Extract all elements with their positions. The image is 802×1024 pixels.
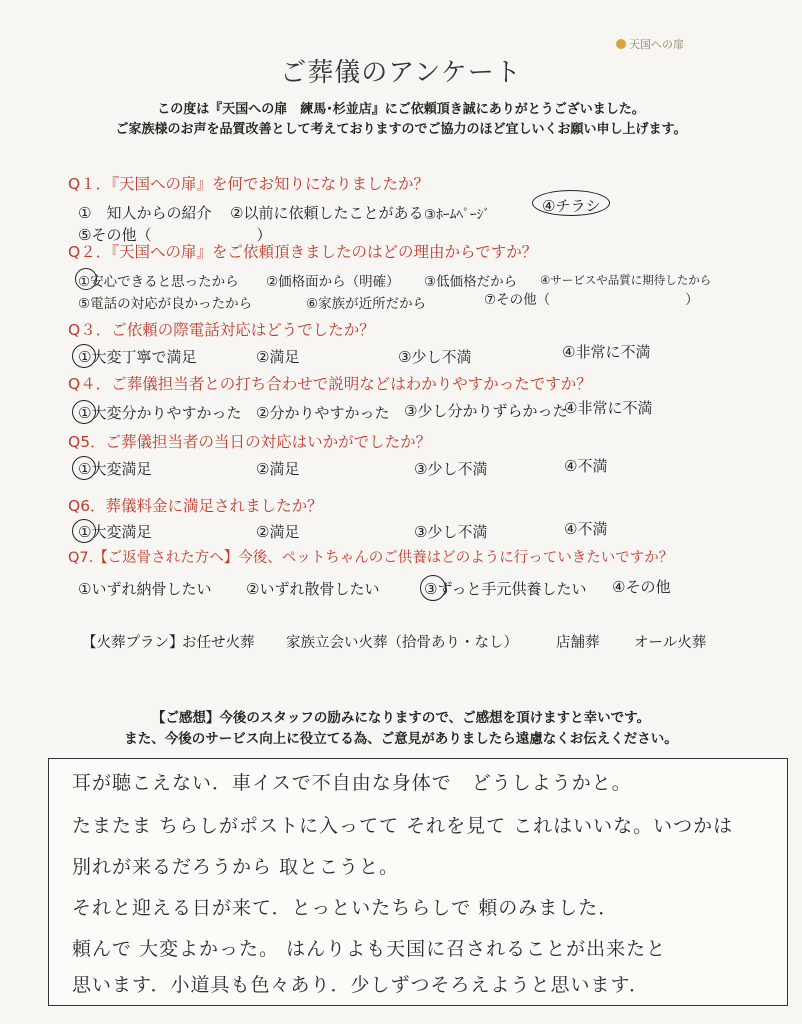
intro-line-1: この度は『天国への扉 練馬･杉並店』にご依頼頂き誠にありがとうございました。	[157, 102, 645, 117]
company-logo	[616, 36, 684, 52]
q5-option-2[interactable]: ②満足	[256, 460, 300, 478]
q5-option-1[interactable]: ①大変満足	[78, 460, 152, 478]
handwritten-line-1: 耳が聴こえない．車イスで不自由な身体で どうしようかと。	[72, 772, 632, 794]
q7-option-4[interactable]: ④その他	[612, 578, 671, 596]
comment-box[interactable]	[48, 758, 788, 1006]
q2-option-1[interactable]: ①安心できると思ったから	[78, 274, 239, 290]
question-7-label: Q7.【ご返骨された方へ】今後、ペットちゃんのご供養はどのように行っていきたいですか？	[68, 550, 674, 566]
q6-option-4[interactable]: ④不満	[564, 520, 608, 538]
q2-option-7[interactable]: ⑦その他（ ）	[484, 292, 699, 308]
plan-item-2[interactable]: 家族立会い火葬（拾骨あり・なし）	[286, 635, 518, 651]
handwritten-line-3: 別れが来るだろうから 取とこうと。	[72, 856, 400, 878]
q6-option-3[interactable]: ③少し不満	[414, 523, 488, 541]
question-3-label: Q３．ご依頼の際電話対応はどうでしたか？	[68, 321, 375, 339]
q3-option-3[interactable]: ③少し不満	[398, 348, 472, 366]
q5-option-3[interactable]: ③少し不満	[414, 460, 488, 478]
sun-logo-icon	[616, 39, 626, 49]
q2-selected-circle	[75, 268, 97, 290]
q6-selected-circle	[72, 519, 96, 543]
q5-selected-circle	[72, 456, 96, 480]
question-6-label: Q6．葬儀料金に満足されましたか？	[68, 497, 323, 515]
plan-item-4[interactable]: オール火葬	[634, 635, 707, 651]
plan-label: 【火葬プラン】	[82, 635, 184, 651]
q2-option-6[interactable]: ⑥家族が近所だから	[306, 296, 427, 312]
q4-selected-circle	[72, 400, 96, 424]
logo-text: 天国への扉	[629, 38, 684, 51]
q3-selected-circle	[72, 344, 96, 368]
q1-option-4[interactable]: ④チラシ	[542, 197, 601, 215]
q7-option-3[interactable]: ③ずっと手元供養したい	[424, 580, 587, 598]
q6-option-1[interactable]: ①大変満足	[78, 523, 152, 541]
q4-option-3[interactable]: ③少し分かりずらかった	[404, 402, 568, 420]
page-title: ご葬儀のアンケート	[280, 58, 522, 88]
impressions-line-1: 【ご感想】今後のスタッフの励みになりますので、ご感想を頂けますと幸いです。	[151, 710, 651, 726]
question-1-label: Q１．『天国への扉』を何でお知りになりましたか？	[68, 175, 429, 193]
handwritten-line-6: 思います．小道具も色々あり．少しずつそろえようと思います．	[72, 974, 649, 996]
q7-selected-circle	[420, 575, 446, 601]
handwritten-line-4: それと迎える日が来て．とっといたちらしで 頼のみました．	[72, 897, 619, 919]
q2-option-5[interactable]: ⑤電話の対応が良かったから	[78, 296, 253, 312]
handwritten-line-2: たまたま ちらしがポストに入ってて それを見て これはいいな。いつかは	[72, 815, 734, 837]
q1-option-3[interactable]: ③ﾎｰﾑﾍﾟｰｼﾞ	[424, 207, 491, 223]
handwritten-line-5: 頼んで 大変よかった。 はんりよも天国に召されることが出来たと	[72, 938, 667, 960]
q1-option-5[interactable]: ⑤その他（ ）	[78, 226, 272, 244]
q1-option-2[interactable]: ②以前に依頼したことがある	[230, 204, 424, 222]
q2-option-2[interactable]: ②価格面から（明確）	[266, 274, 400, 290]
q1-selected-circle	[532, 190, 610, 216]
intro-text	[0, 100, 802, 140]
q7-option-1[interactable]: ①いずれ納骨したい	[78, 580, 212, 598]
question-5-label: Q5．ご葬儀担当者の当日の対応はいかがでしたか？	[68, 433, 432, 451]
plan-item-3[interactable]: 店舗葬	[556, 635, 600, 651]
q6-option-2[interactable]: ②満足	[256, 523, 300, 541]
q2-option-4[interactable]: ④サービスや品質に期待したから	[540, 273, 712, 287]
impressions-line-2: また、今後のサービス向上に役立てる為、ご意見がありましたら遠慮なくお伝えください。	[124, 731, 678, 747]
q1-option-1[interactable]: ① 知人からの紹介	[78, 204, 212, 222]
q3-option-4[interactable]: ④非常に不満	[562, 343, 651, 361]
q4-option-4[interactable]: ④非常に不満	[564, 399, 653, 417]
q4-option-2[interactable]: ②分かりやすかった	[256, 404, 390, 422]
q3-option-2[interactable]: ②満足	[256, 348, 300, 366]
q7-option-2[interactable]: ②いずれ散骨したい	[246, 580, 380, 598]
q5-option-4[interactable]: ④不満	[564, 457, 608, 475]
plan-item-1[interactable]: お任せ火葬	[182, 635, 255, 651]
q2-option-3[interactable]: ③低価格だから	[424, 274, 518, 290]
question-2-label: Q２．『天国への扉』をご依頼頂きましたのはどの理由からですか？	[68, 243, 538, 261]
q4-option-1[interactable]: ①大変分かりやすかった	[78, 404, 242, 422]
question-4-label: Q４．ご葬儀担当者との打ち合わせで説明などはわかりやすかったですか？	[68, 375, 592, 393]
q3-option-1[interactable]: ①大変丁寧で満足	[78, 348, 197, 366]
intro-line-2: ご家族様のお声を品質改善として考えておりますのでご協力のほど宜しいくお願い申し上げます。	[115, 122, 687, 137]
